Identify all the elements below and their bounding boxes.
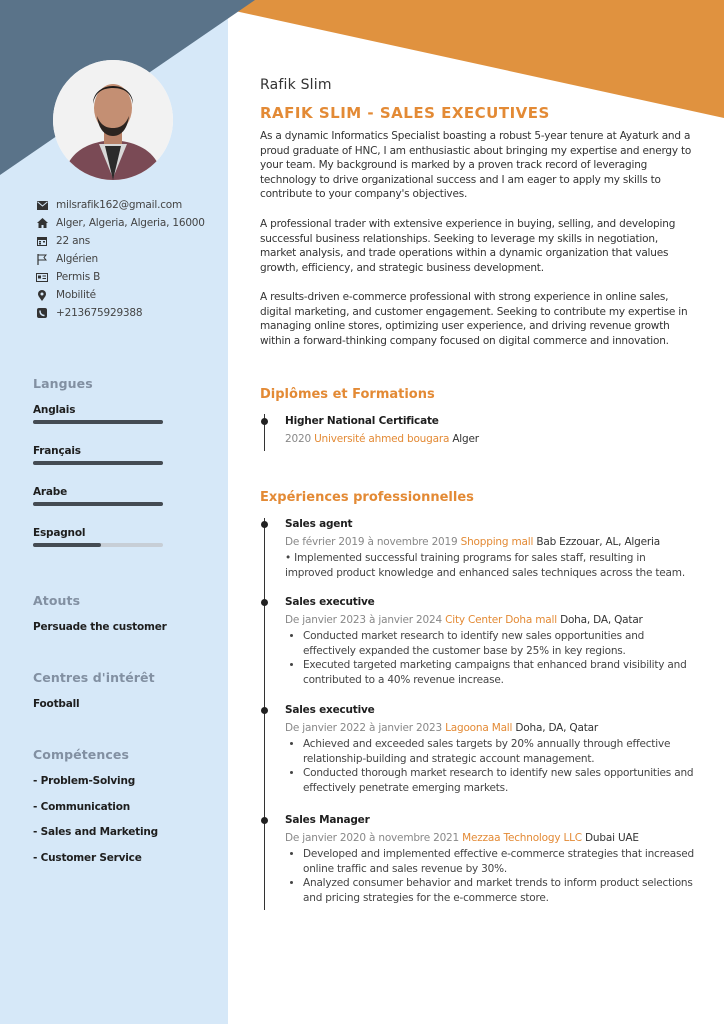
job-title: Sales Manager [285,814,370,826]
language-name: Français [33,445,81,457]
language-name: Espagnol [33,527,86,539]
job-dates: De janvier 2022 à janvier 2023 [285,722,442,734]
education-meta [285,433,695,445]
job-title: Sales executive [285,596,375,608]
calendar-icon [36,234,48,248]
summary-paragraph: A results-driven e-commerce professional with strong experience in online sales, digital marketing, and customer engagement. Seeking to contribute my expertise in managing online stores, optimizing user experience, and driving revenue growth within a forward-thinking company focused on digital commerce and innovation. [260,291,688,347]
education-school: Université ahmed bougara [314,433,450,445]
language-level-bar [33,420,163,424]
experience-entry [285,518,695,580]
summary-paragraph: As a dynamic Informatics Specialist boasting a robust 5-year tenure at Ayaturk and a proud graduate of HNC, I am enthusiastic about bringing my expertise and energy to your team. My background is marked by a proven track record of leveraging technology to drive organizational success and I am eager to apply my skills to contribute to your company's objectives. [260,130,692,201]
language-level-fill [33,461,163,465]
job-location: Doha, DA, Qatar [515,722,598,734]
contact-nationality [36,252,216,266]
interest-item: Football [33,698,80,710]
skill-item: - Customer Service [33,852,142,864]
skill-item: - Problem-Solving [33,775,136,787]
job-location: Bab Ezzouar, AL, Algeria [536,536,660,548]
language-name: Anglais [33,404,76,416]
contact-mobility [36,288,216,302]
education-date: 2020 [285,433,311,445]
experience-entry [285,596,695,687]
mobility-text: Mobilité [56,289,96,301]
nationality-text: Algérien [56,253,98,265]
job-meta [285,832,695,844]
job-company: Shopping mall [460,536,534,548]
job-dates: De janvier 2020 à novembre 2021 [285,832,460,844]
language-level-fill [33,502,163,506]
job-bullet: • Conducted thorough market research to identify new sales opportunities and effectively penetrate emerging markets. [303,766,695,795]
strengths-heading: Atouts [33,593,81,608]
job-bullet: • Conducted market research to identify new sales opportunities and effectively expanded the customer base by 25% in key regions. [303,629,695,658]
id-card-icon [36,270,48,284]
language-item [33,486,163,506]
home-icon [36,216,48,230]
job-location: Dubai UAE [585,832,639,844]
language-item [33,527,163,547]
timeline-dot [261,707,268,714]
job-meta [285,722,695,734]
candidate-title: RAFIK SLIM - SALES EXECUTIVES [260,104,550,122]
skill-item: - Sales and Marketing [33,826,158,838]
contact-phone [36,306,216,320]
language-level-fill [33,543,101,547]
contact-age [36,234,216,248]
timeline-dot [261,599,268,606]
education-heading: Diplômes et Formations [260,387,435,402]
job-bullet: • Analyzed consumer behavior and market trends to inform product selections and pricing strategies for the e-commerce store. [303,876,695,905]
skill-item: - Communication [33,801,130,813]
contact-address [36,216,216,230]
job-title: Sales agent [285,518,353,530]
language-level-bar [33,543,163,547]
contact-license [36,270,216,284]
interests-heading: Centres d'intérêt [33,670,155,685]
age-text: 22 ans [56,235,91,247]
timeline-dot [261,817,268,824]
education-location: Alger [452,433,479,445]
experience-timeline [264,518,265,910]
job-bullets [285,629,695,687]
education-title: Higher National Certificate [285,415,439,427]
language-level-fill [33,420,163,424]
job-company: Mezzaa Technology LLC [462,832,582,844]
license-text: Permis B [56,271,101,283]
language-item [33,445,163,465]
phone-icon [36,306,48,320]
timeline-dot [261,418,268,425]
languages-heading: Langues [33,376,93,391]
job-dates: De février 2019 à novembre 2019 [285,536,458,548]
address-text: Alger, Algeria, Algeria, 16000 [56,217,205,229]
contact-list [36,198,216,324]
job-bullet: • Developed and implemented effective e-commerce strategies that increased online traffic and sales revenue by 30%. [303,847,695,876]
experience-entry [285,704,695,795]
job-title: Sales executive [285,704,375,716]
language-level-bar [33,461,163,465]
strength-item: Persuade the customer [33,621,167,633]
job-bullets [285,847,695,905]
job-meta [285,614,695,626]
job-company: Lagoona Mall [445,722,513,734]
contact-email [36,198,216,212]
language-item [33,404,163,424]
avatar [53,60,173,180]
experience-heading: Expériences professionnelles [260,490,474,505]
experience-entry [285,814,695,905]
location-pin-icon [36,288,48,302]
job-company: City Center Doha mall [445,614,557,626]
job-description: • Implemented successful training programs for sales staff, resulting in improved product knowledge and enhanced sales techniques across the team. [285,552,685,579]
flag-icon [36,252,48,266]
job-dates: De janvier 2023 à janvier 2024 [285,614,442,626]
language-name: Arabe [33,486,68,498]
profile-photo [53,60,173,180]
job-bullets [285,737,695,795]
phone-text: +213675929388 [56,307,143,319]
summary-paragraph: A professional trader with extensive experience in buying, selling, and developing successful business relationships. Seeking to leverage my skills in negotiation, market analysis, and trade operations within a dynamic organization that values growth, efficiency, and strategic business development. [260,218,676,274]
job-location: Doha, DA, Qatar [560,614,643,626]
job-bullet: • Executed targeted marketing campaigns that enhanced brand visibility and contributed to a 40% revenue increase. [303,658,695,687]
envelope-icon [36,198,48,212]
job-meta [285,536,695,548]
orange-triangle [185,0,724,118]
skills-heading: Compétences [33,747,129,762]
language-level-bar [33,502,163,506]
timeline-dot [261,521,268,528]
education-entry [285,415,695,445]
candidate-name: Rafik Slim [260,77,332,93]
job-bullet: • Achieved and exceeded sales targets by 20% annually through effective relationship-building and strategic account management. [303,737,695,766]
email-text: milsrafik162@gmail.com [56,199,183,211]
